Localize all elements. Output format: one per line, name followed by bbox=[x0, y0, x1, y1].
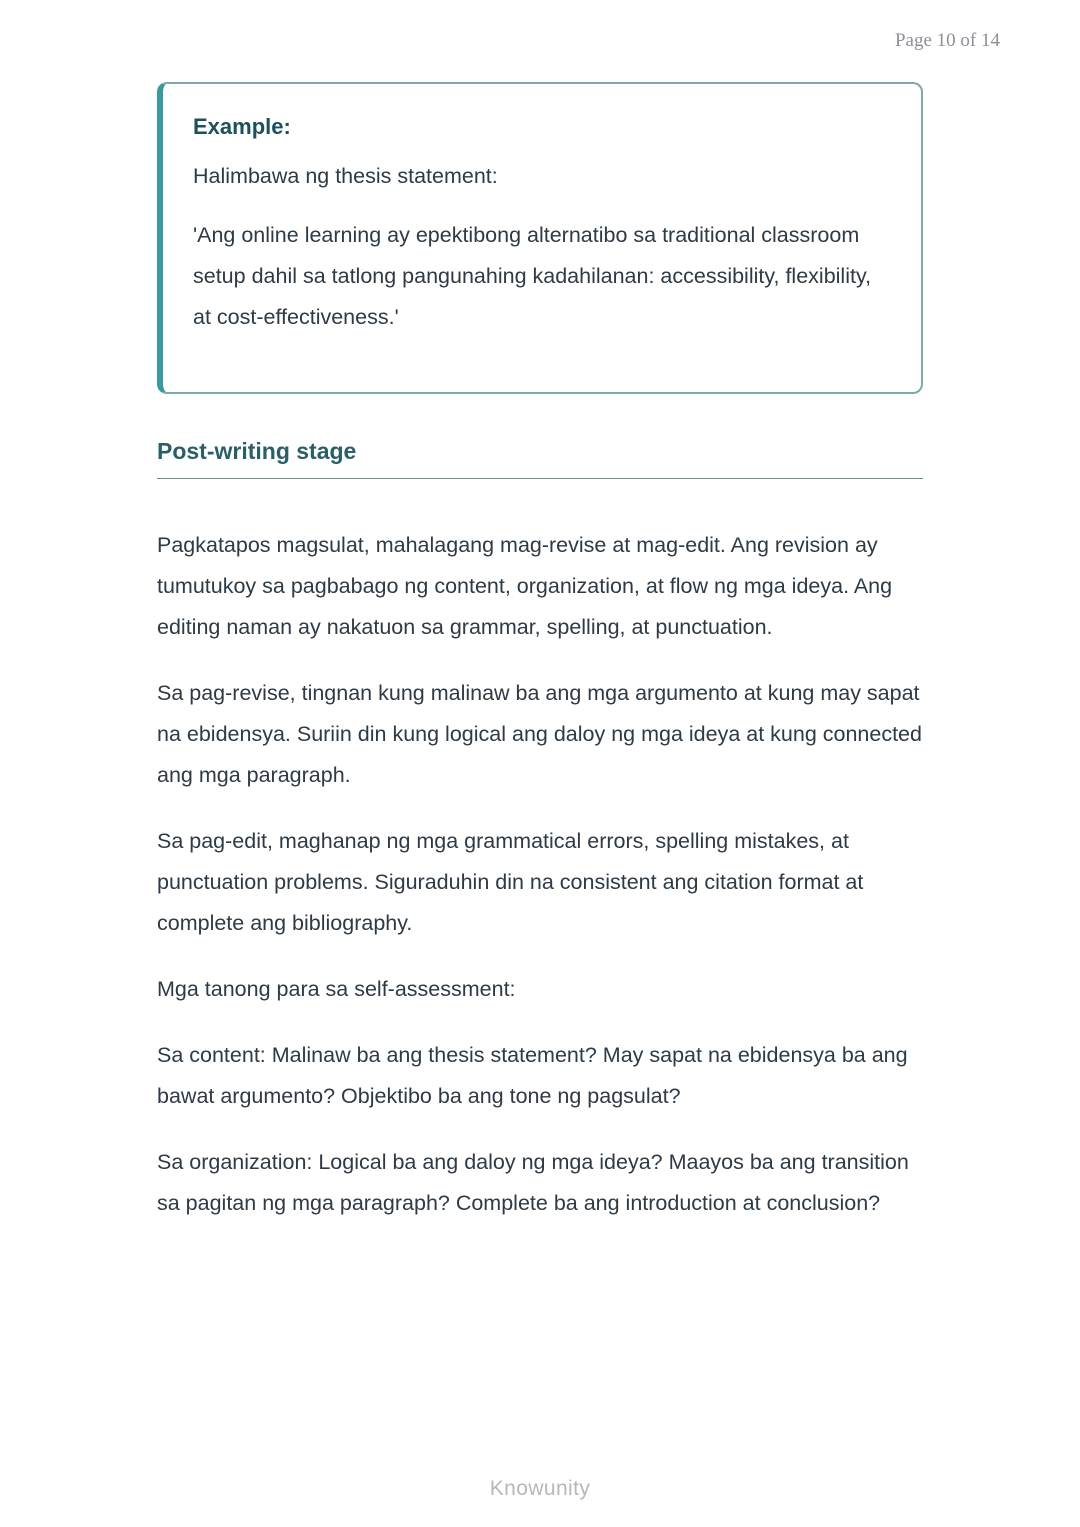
body-paragraph: Pagkatapos magsulat, mahalagang mag-revise at mag-edit. Ang revision ay tumutukoy sa pagbabago ng content, organization, at flow ng mga ideya. Ang editing naman ay nakatuon sa grammar, spelling, at punctuation. bbox=[157, 533, 893, 639]
footer-brand-knowunity: Knowunity bbox=[489, 1477, 591, 1500]
example-box-subtitle: Halimbawa ng thesis statement: bbox=[193, 164, 498, 188]
body-paragraph: Sa pag-revise, tingnan kung malinaw ba ang mga argumento at kung may sapat na ebidensya. Suriin din kung logical ang daloy ng mga ideya at kung connected ang mga paragraph. bbox=[157, 681, 922, 787]
section-heading-post-writing-stage: Post-writing stage bbox=[157, 438, 923, 479]
section-body bbox=[157, 525, 923, 1224]
example-box-title: Example: bbox=[193, 114, 291, 139]
page-number: Page 10 of 14 bbox=[894, 30, 1000, 51]
example-callout-box bbox=[157, 82, 923, 394]
body-paragraph: Sa pag-edit, maghanap ng mga grammatical errors, spelling mistakes, at punctuation problems. Siguraduhin din na consistent ang citation format at complete ang bibliography. bbox=[157, 829, 864, 935]
example-box-quote: 'Ang online learning ay epektibong alternatibo sa traditional classroom setup dahil sa tatlong pangunahing kadahilanan: accessibility, flexibility, at cost-effectiveness.' bbox=[193, 223, 872, 329]
body-paragraph: Mga tanong para sa self-assessment: bbox=[157, 977, 516, 1001]
document-content bbox=[157, 82, 923, 1249]
body-paragraph: Sa content: Malinaw ba ang thesis statement? May sapat na ebidensya ba ang bawat argumento? Objektibo ba ang tone ng pagsulat? bbox=[157, 1043, 908, 1108]
body-paragraph: Sa organization: Logical ba ang daloy ng mga ideya? Maayos ba ang transition sa pagitan ng mga paragraph? Complete ba ang introduction at conclusion? bbox=[157, 1150, 909, 1215]
